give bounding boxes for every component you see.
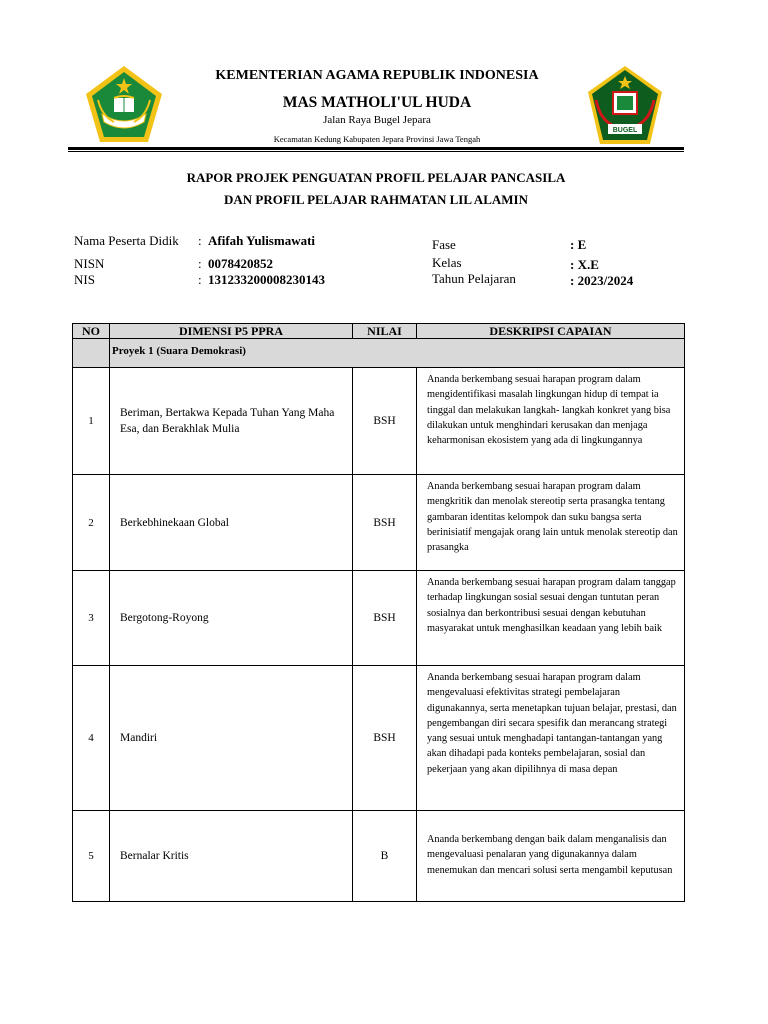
report-title-line1: RAPOR PROJEK PENGUATAN PROFIL PELAJAR PANCASILA: [186, 170, 566, 185]
row-number: 4: [73, 666, 110, 811]
table-row: [73, 368, 685, 475]
dimension-name: Beriman, Bertakwa Kepada Tuhan Yang Maha Esa, dan Berakhlak Mulia: [110, 368, 353, 475]
dimension-name: Bernalar Kritis: [110, 811, 353, 902]
achievement-description: Ananda berkembang sesuai harapan program dalam mengkritik dan menolak stereotip serta prasangka tentang gambaran identitas kelompok dan suku bangsa serta berinisiatif mengajak orang lain untuk menolak stereotip dan prasangka: [417, 475, 685, 571]
p5-report-table: [72, 323, 685, 902]
dimension-name: Bergotong-Royong: [110, 571, 353, 666]
colon: :: [198, 256, 202, 271]
school-name: MAS MATHOLI'UL HUDA: [282, 94, 472, 111]
kelas-label: Kelas: [432, 255, 462, 270]
score-value: BSH: [353, 571, 417, 666]
column-header: DESKRIPSI CAPAIAN: [417, 324, 685, 339]
row-number: 1: [73, 368, 110, 475]
column-header: DIMENSI P5 PPRA: [110, 324, 353, 339]
nis-value: 131233200008230143: [208, 272, 325, 287]
colon: :: [198, 272, 202, 287]
nisn-label: NISN: [74, 256, 105, 271]
table-row: [73, 571, 685, 666]
score-value: B: [353, 811, 417, 902]
kelas-value: : X.E: [570, 257, 599, 272]
table-row: [73, 475, 685, 571]
row-number: 3: [73, 571, 110, 666]
achievement-description: Ananda berkembang dengan baik dalam menganalisis dan mengevaluasi penalaran yang digunakannya dalam menemukan dan mencari solusi serta mengambil keputusan: [417, 811, 685, 902]
colon: :: [198, 233, 202, 248]
student-name-value: Afifah Yulismawati: [208, 233, 316, 248]
project-row: [73, 339, 685, 368]
column-header: NO: [73, 324, 110, 339]
header-divider-thick: [68, 147, 684, 150]
school-emblem-logo: [586, 64, 664, 146]
report-title-line2: DAN PROFIL PELAJAR RAHMATAN LIL ALAMIN: [224, 192, 528, 207]
tahun-pelajaran-label: Tahun Pelajaran: [432, 271, 516, 286]
ministry-name: KEMENTERIAN AGAMA REPUBLIK INDONESIA: [215, 68, 539, 83]
dimension-name: Berkebhinekaan Global: [110, 475, 353, 571]
school-street: Jalan Raya Bugel Jepara: [323, 114, 431, 126]
score-value: BSH: [353, 475, 417, 571]
table-header-row: [73, 324, 685, 339]
row-number: 5: [73, 811, 110, 902]
project-name: Proyek 1 (Suara Demokrasi): [110, 339, 685, 368]
column-header: NILAI: [353, 324, 417, 339]
nis-label: NIS: [74, 272, 95, 287]
school-district: Kecamatan Kedung Kabupaten Jepara Provinsi Jawa Tengah: [273, 134, 481, 144]
row-number: 2: [73, 475, 110, 571]
achievement-description: Ananda berkembang sesuai harapan program dalam tanggap terhadap lingkungan sosial sesuai dengan tuntutan peran sosialnya dan berkontribusi sesuai dengan kebutuhan masyarakat untuk menghasilkan keadaan yang lebih baik: [417, 571, 685, 666]
student-name-label: Nama Peserta Didik: [74, 233, 179, 248]
fase-value: : E: [570, 237, 587, 252]
nisn-value: 0078420852: [208, 256, 273, 271]
dimension-name: Mandiri: [110, 666, 353, 811]
fase-label: Fase: [432, 237, 456, 252]
table-cell: [73, 339, 110, 368]
table-row: [73, 811, 685, 902]
ministry-emblem-logo: [84, 64, 164, 144]
table-row: [73, 666, 685, 811]
score-value: BSH: [353, 368, 417, 475]
score-value: BSH: [353, 666, 417, 811]
achievement-description: Ananda berkembang sesuai harapan program dalam mengidentifikasi masalah lingkungan hidup di tempat ia tinggal dan melakukan langkah- langkah konkret yang bisa dilakukan untuk menghindari kerusakan dan menjaga keharmonisan ekosistem yang ada di lingkungannya: [417, 368, 685, 475]
header-divider-thin: [68, 151, 684, 152]
achievement-description: Ananda berkembang sesuai harapan program dalam mengevaluasi efektivitas strategi pembelajaran digunakannya, serta menetapkan tujuan belajar, prestasi, dan pengembangan diri secara spesifik dan merancang strategi yang sesuai untuk menghadapi tantangan-tantangan yang akan dihadapi pada konteks pembelajaran, sosial dan pekerjaan yang akan dipilihnya di masa depan: [417, 666, 685, 811]
school-logo-label: BUGEL: [612, 127, 638, 134]
tahun-pelajaran-value: : 2023/2024: [570, 273, 634, 288]
